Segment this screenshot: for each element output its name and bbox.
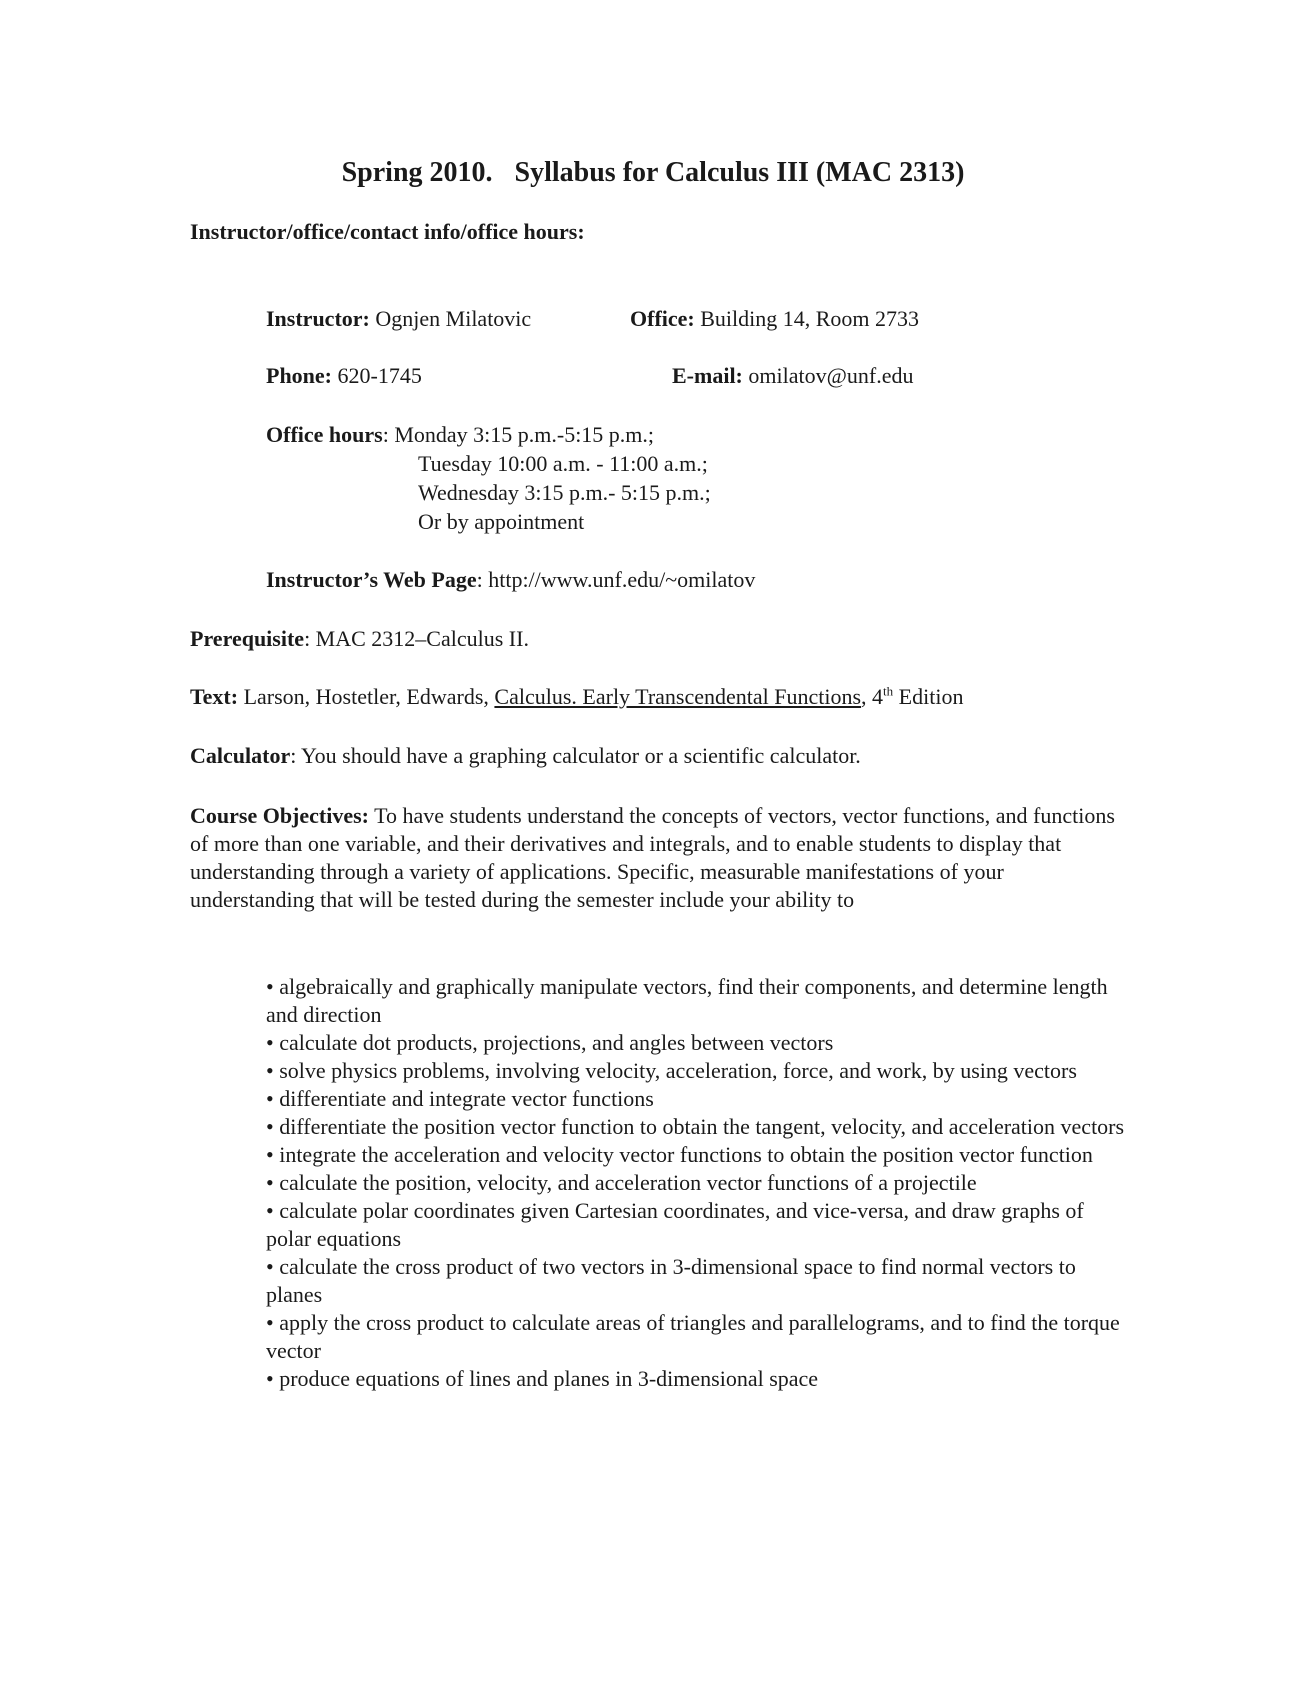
web-page-label: Instructor’s Web Page (266, 567, 477, 592)
office-label: Office: (630, 306, 695, 331)
office-line (630, 305, 919, 333)
text-authors: Larson, Hostetler, Edwards, (238, 684, 495, 709)
office-hours-wednesday: Wednesday 3:15 p.m.- 5:15 p.m.; (418, 480, 711, 505)
instructor-label: Instructor: (266, 306, 370, 331)
objectives-body: To have students understand the concepts of vectors, vector functions, and functions of more than one variable, and their derivatives and integrals, and to enable students to display that understanding through a variety of applications. Specific, measurable manifestations of your understanding that will be tested during the semester include your ability to (190, 803, 1115, 912)
email-value: omilatov@unf.edu (742, 363, 914, 388)
email-label: E-mail: (672, 363, 743, 388)
prerequisite-value: : MAC 2312–Calculus II. (304, 626, 529, 651)
text-label: Text: (190, 684, 239, 709)
office-hours-line (266, 421, 654, 449)
list-item: • calculate the position, velocity, and acceleration vector functions of a projectile (266, 1170, 977, 1195)
text-edition-sup: th (883, 683, 894, 699)
list-item: • calculate dot products, projections, and angles between vectors (266, 1030, 834, 1055)
list-item: • apply the cross product to calculate areas of triangles and parallelograms, and to find the torque vector (266, 1310, 1120, 1363)
list-item: • produce equations of lines and planes in 3-dimensional space (266, 1366, 819, 1391)
list-item: • calculate the cross product of two vectors in 3-dimensional space to find normal vectors to planes (266, 1254, 1076, 1307)
title-course: Syllabus for Calculus III (MAC 2313) (514, 157, 965, 188)
web-page-link[interactable]: : http://www.unf.edu/~omilatov (476, 567, 756, 592)
title-term: Spring 2010. (341, 157, 493, 188)
objectives-paragraph (190, 802, 1120, 914)
calculator-label: Calculator (190, 743, 291, 768)
page-title (0, 156, 1306, 190)
list-item: • differentiate the position vector function to obtain the tangent, velocity, and acceleration vectors (266, 1114, 1125, 1139)
office-hours-tuesday: Tuesday 10:00 a.m. - 11:00 a.m.; (418, 451, 708, 476)
phone-line (266, 362, 422, 390)
phone-label: Phone: (266, 363, 332, 388)
office-hours-appointment: Or by appointment (418, 509, 585, 534)
instructor-value: Ognjen Milatovic (369, 306, 532, 331)
office-value: Building 14, Room 2733 (694, 306, 920, 331)
email-line (672, 362, 913, 390)
contact-heading: Instructor/office/contact info/office hours: (190, 219, 585, 244)
objectives-list (266, 973, 1126, 1393)
calculator-line (190, 742, 861, 770)
instructor-line (266, 305, 531, 333)
calculator-value: : You should have a graphing calculator or a scientific calculator. (290, 743, 861, 768)
list-item: • solve physics problems, involving velocity, acceleration, force, and work, by using vectors (266, 1058, 1077, 1083)
list-item: • algebraically and graphically manipulate vectors, find their components, and determine length and direction (266, 974, 1108, 1027)
phone-value: 620-1745 (332, 363, 422, 388)
prerequisite-line (190, 625, 529, 653)
office-hours-label: Office hours (266, 422, 383, 447)
list-item: • integrate the acceleration and velocity vector functions to obtain the position vector function (266, 1142, 1093, 1167)
text-book-title: Calculus. Early Transcendental Functions (494, 684, 862, 709)
list-item: • calculate polar coordinates given Cartesian coordinates, and vice-versa, and draw graphs of polar equations (266, 1198, 1084, 1251)
course-objectives (190, 802, 1120, 914)
list-item: • differentiate and integrate vector functions (266, 1086, 654, 1111)
objectives-label: Course Objectives: (190, 803, 370, 828)
text-edition-pre: , 4 (861, 684, 884, 709)
office-hours-first: : Monday 3:15 p.m.-5:15 p.m.; (382, 422, 655, 447)
text-edition-post: Edition (893, 684, 964, 709)
prerequisite-label: Prerequisite (190, 626, 305, 651)
text-line (190, 683, 963, 711)
web-page-line (266, 566, 755, 594)
